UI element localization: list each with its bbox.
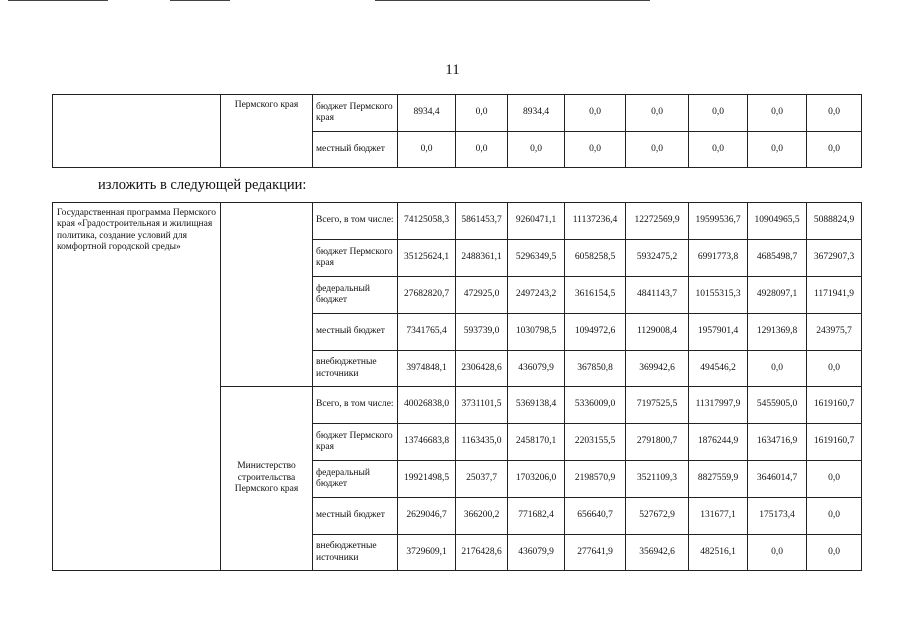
value-cell: 0,0 — [456, 132, 508, 168]
row-label: местный бюджет — [313, 132, 398, 168]
caption: изложить в следующей редакции: — [98, 177, 307, 193]
value-cell: 5088824,9 — [807, 203, 862, 240]
value-cell: 2497243,2 — [508, 277, 565, 314]
value-cell: 0,0 — [807, 461, 862, 498]
top-table — [52, 94, 862, 168]
value-cell: 4928097,1 — [748, 277, 807, 314]
value-cell: 2306428,6 — [456, 351, 508, 387]
value-cell: 2203155,5 — [565, 424, 626, 461]
value-cell: 5932475,2 — [626, 240, 689, 277]
value-cell: 0,0 — [748, 535, 807, 571]
value-cell: 0,0 — [565, 95, 626, 132]
row-label: Всего, в том числе: — [313, 203, 398, 240]
value-cell: 11317997,9 — [689, 387, 748, 424]
value-cell: 4685498,7 — [748, 240, 807, 277]
value-cell: 0,0 — [807, 132, 862, 168]
value-cell: 771682,4 — [508, 498, 565, 535]
value-cell: 7341765,4 — [398, 314, 456, 351]
value-cell: 0,0 — [689, 132, 748, 168]
value-cell: 369942,6 — [626, 351, 689, 387]
value-cell: 2791800,7 — [626, 424, 689, 461]
value-cell: 6058258,5 — [565, 240, 626, 277]
value-cell: 1129008,4 — [626, 314, 689, 351]
scan-edge-line — [8, 0, 108, 1]
row-label: внебюджетные источники — [313, 535, 398, 571]
value-cell: 0,0 — [626, 95, 689, 132]
value-cell: 472925,0 — [456, 277, 508, 314]
value-cell: 3616154,5 — [565, 277, 626, 314]
value-cell: 11137236,4 — [565, 203, 626, 240]
value-cell: 2488361,1 — [456, 240, 508, 277]
value-cell: 436079,9 — [508, 535, 565, 571]
value-cell: 35125624,1 — [398, 240, 456, 277]
row-label: бюджет Пермского края — [313, 95, 398, 132]
value-cell: 0,0 — [807, 95, 862, 132]
value-cell: 436079,9 — [508, 351, 565, 387]
value-cell: 19921498,5 — [398, 461, 456, 498]
value-cell: 3974848,1 — [398, 351, 456, 387]
value-cell: 5369138,4 — [508, 387, 565, 424]
value-cell: 19599536,7 — [689, 203, 748, 240]
main-table — [52, 202, 862, 571]
responsible-cell — [221, 203, 313, 387]
value-cell: 5861453,7 — [456, 203, 508, 240]
value-cell: 656640,7 — [565, 498, 626, 535]
table-row — [53, 203, 862, 240]
value-cell: 1619160,7 — [807, 424, 862, 461]
value-cell: 2458170,1 — [508, 424, 565, 461]
row-label: бюджет Пермского края — [313, 424, 398, 461]
value-cell: 494546,2 — [689, 351, 748, 387]
value-cell: 8827559,9 — [689, 461, 748, 498]
responsible-cell: Министерство строительства Пермского края — [221, 387, 313, 571]
value-cell: 8934,4 — [398, 95, 456, 132]
value-cell: 7197525,5 — [626, 387, 689, 424]
value-cell: 0,0 — [456, 95, 508, 132]
program-cell — [53, 95, 221, 168]
row-label: Всего, в том числе: — [313, 387, 398, 424]
value-cell: 13746683,8 — [398, 424, 456, 461]
value-cell: 2629046,7 — [398, 498, 456, 535]
value-cell: 5296349,5 — [508, 240, 565, 277]
value-cell: 10904965,5 — [748, 203, 807, 240]
value-cell: 482516,1 — [689, 535, 748, 571]
value-cell: 2176428,6 — [456, 535, 508, 571]
value-cell: 0,0 — [748, 132, 807, 168]
value-cell: 1876244,9 — [689, 424, 748, 461]
row-label: внебюджетные источники — [313, 351, 398, 387]
value-cell: 0,0 — [398, 132, 456, 168]
value-cell: 1703206,0 — [508, 461, 565, 498]
value-cell: 3672907,3 — [807, 240, 862, 277]
value-cell: 2198570,9 — [565, 461, 626, 498]
value-cell: 0,0 — [508, 132, 565, 168]
value-cell: 1030798,5 — [508, 314, 565, 351]
value-cell: 3521109,3 — [626, 461, 689, 498]
value-cell: 356942,6 — [626, 535, 689, 571]
value-cell: 3731101,5 — [456, 387, 508, 424]
value-cell: 27682820,7 — [398, 277, 456, 314]
value-cell: 10155315,3 — [689, 277, 748, 314]
value-cell: 366200,2 — [456, 498, 508, 535]
value-cell: 40026838,0 — [398, 387, 456, 424]
value-cell: 1094972,6 — [565, 314, 626, 351]
row-label: федеральный бюджет — [313, 461, 398, 498]
value-cell: 25037,7 — [456, 461, 508, 498]
responsible-cell: Пермского края — [221, 95, 313, 168]
value-cell: 12272569,9 — [626, 203, 689, 240]
value-cell: 1957901,4 — [689, 314, 748, 351]
value-cell: 1171941,9 — [807, 277, 862, 314]
row-label: бюджет Пермского края — [313, 240, 398, 277]
value-cell: 0,0 — [807, 535, 862, 571]
value-cell: 593739,0 — [456, 314, 508, 351]
row-label: местный бюджет — [313, 314, 398, 351]
value-cell: 4841143,7 — [626, 277, 689, 314]
row-label: местный бюджет — [313, 498, 398, 535]
value-cell: 5455905,0 — [748, 387, 807, 424]
value-cell: 9260471,1 — [508, 203, 565, 240]
value-cell: 5336009,0 — [565, 387, 626, 424]
value-cell: 0,0 — [807, 498, 862, 535]
scan-edge-line — [170, 0, 230, 1]
value-cell: 367850,8 — [565, 351, 626, 387]
value-cell: 0,0 — [626, 132, 689, 168]
value-cell: 0,0 — [748, 351, 807, 387]
value-cell: 243975,7 — [807, 314, 862, 351]
value-cell: 1163435,0 — [456, 424, 508, 461]
value-cell: 277641,9 — [565, 535, 626, 571]
value-cell: 175173,4 — [748, 498, 807, 535]
value-cell: 1291369,8 — [748, 314, 807, 351]
value-cell: 6991773,8 — [689, 240, 748, 277]
value-cell: 0,0 — [565, 132, 626, 168]
scan-edge-line — [375, 0, 650, 1]
value-cell: 527672,9 — [626, 498, 689, 535]
value-cell: 1619160,7 — [807, 387, 862, 424]
program-name: Государственная программа Пермского края «Градостроительная и жилищная политика, создание условий для комфортной городской среды» — [53, 203, 221, 571]
value-cell: 0,0 — [689, 95, 748, 132]
value-cell: 74125058,3 — [398, 203, 456, 240]
page-number: 11 — [445, 62, 460, 78]
value-cell: 3729609,1 — [398, 535, 456, 571]
value-cell: 8934,4 — [508, 95, 565, 132]
value-cell: 0,0 — [807, 351, 862, 387]
row-label: федеральный бюджет — [313, 277, 398, 314]
value-cell: 1634716,9 — [748, 424, 807, 461]
value-cell: 0,0 — [748, 95, 807, 132]
value-cell: 3646014,7 — [748, 461, 807, 498]
value-cell: 131677,1 — [689, 498, 748, 535]
